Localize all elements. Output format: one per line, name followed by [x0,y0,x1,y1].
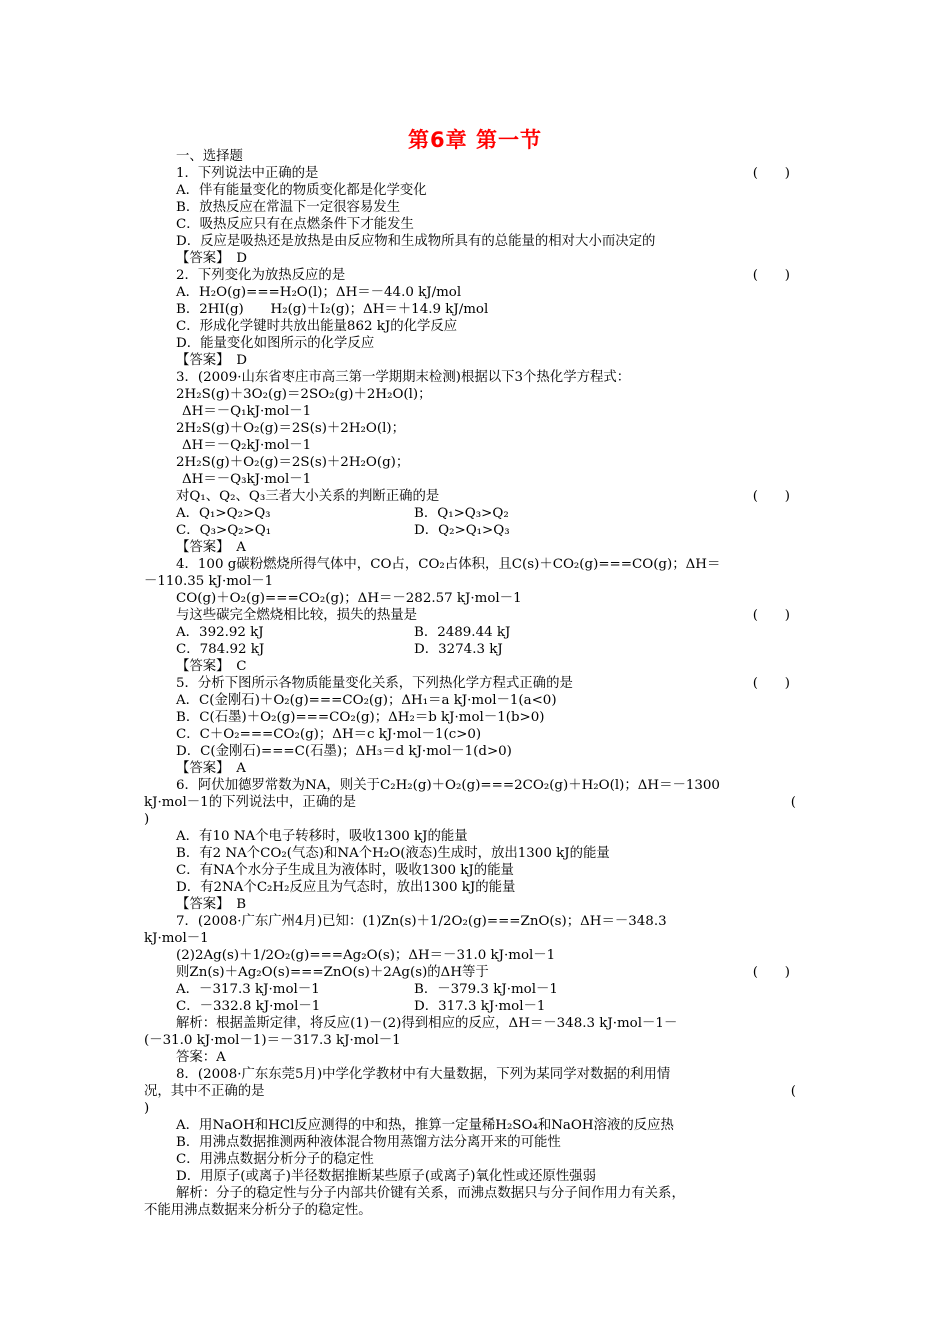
line-text: 5．分析下图所示各物质能量变化关系，下列热化学方程式正确的是 [176,676,573,691]
chapter-title: 第6章 第一节 [408,128,542,152]
line-text: B．放热反应在常温下一定很容易发生 [176,200,401,215]
text-line [144,556,806,573]
text-line [144,471,806,488]
text-line [144,505,806,522]
answer-blank: ( ) [752,608,790,623]
line-text: A．H₂O(g)===H₂O(l)；ΔH＝－44.0 kJ/mol [176,285,462,300]
answer-blank-open: ( [790,795,796,810]
line-text: (－31.0 kJ·mol－1)＝－317.3 kJ·mol－1 [144,1033,401,1048]
text-line [144,437,806,454]
line-text: ) [144,1101,150,1116]
text-line [144,403,806,420]
line-text: A．有10 NA个电子转移时，吸收1300 kJ的能量 [176,829,468,844]
line-text: 对Q₁、Q₂、Q₃三者大小关系的判断正确的是 [176,489,440,504]
text-line [144,182,806,199]
document-body [144,148,806,1219]
text-line [144,624,806,641]
line-text: 7．(2008·广东广州4月)已知：(1)Zn(s)＋1/2O₂(g)===ZnO(s)；ΔH＝－348.3 [176,914,667,929]
line-text: kJ·mol－1的下列说法中，正确的是 [144,795,356,810]
text-line [144,590,806,607]
text-line [144,1100,806,1117]
text-line [144,1185,806,1202]
line-text: B．2HI(g) H₂(g)＋I₂(g)；ΔH＝＋14.9 kJ/mol [176,302,489,317]
line-text: D．反应是吸热还是放热是由反应物和生成物所具有的总能量的相对大小而决定的 [176,234,656,249]
text-line [144,981,806,998]
text-line [144,913,806,930]
text-line [144,386,806,403]
text-line [144,998,806,1015]
line-text: 2．下列变化为放热反应的是 [176,268,346,283]
line-text: B．C(石墨)＋O₂(g)===CO₂(g)；ΔH₂＝b kJ·mol－1(b>0) [176,710,545,725]
text-line [144,488,806,505]
text-line [144,573,806,590]
text-line [144,658,806,675]
text-line [144,301,806,318]
line-text: B．用沸点数据推测两种液体混合物用蒸馏方法分离开来的可能性 [176,1135,561,1150]
line-text: 【答案】 B [176,897,247,912]
line-text: 2H₂S(g)＋O₂(g)＝2S(s)＋2H₂O(g)； [176,455,410,470]
text-line [144,964,806,981]
line-text: C．784.92 kJ [176,642,265,657]
line-text: D．有2NA个C₂H₂反应且为气态时，放出1300 kJ的能量 [176,880,516,895]
line-text: C．－332.8 kJ·mol－1 [176,999,321,1014]
text-line [144,216,806,233]
line-text: 2H₂S(g)＋O₂(g)＝2S(s)＋2H₂O(l)； [176,421,405,436]
line-text: 与这些碳完全燃烧相比较，损失的热量是 [176,608,418,623]
line-text: 则Zn(s)＋Ag₂O(s)===ZnO(s)＋2Ag(s)的ΔH等于 [176,965,489,980]
line-text: C．C＋O₂===CO₂(g)；ΔH＝c kJ·mol－1(c>0) [176,727,482,742]
text-line [144,1083,806,1100]
line-text: 解析：根据盖斯定律，将反应(1)－(2)得到相应的反应，ΔH＝－348.3 kJ·mol－1－ [176,1016,678,1031]
text-line [144,522,806,539]
line-text: CO(g)＋O₂(g)===CO₂(g)；ΔH＝－282.57 kJ·mol－1 [176,591,522,606]
answer-blank-open: ( [790,1084,796,1099]
text-line [144,352,806,369]
text-line [144,947,806,964]
line-text: A．－317.3 kJ·mol－1 [176,982,320,997]
line-text: C．形成化学键时共放出能量862 kJ的化学反应 [176,319,458,334]
text-line [144,794,806,811]
text-line [144,199,806,216]
line-text: 解析：分子的稳定性与分子内部共价键有关系，而沸点数据只与分子间作用力有关系， [176,1186,685,1201]
answer-blank: ( ) [752,268,790,283]
line-text: C．吸热反应只有在点燃条件下才能发生 [176,217,414,232]
line-text: 答案：A [176,1050,226,1065]
line-text: D．用原子(或离子)半径数据推断某些原子(或离子)氧化性或还原性强弱 [176,1169,596,1184]
line-text: C．有NA个水分子生成且为液体时，吸收1300 kJ的能量 [176,863,514,878]
line-text: A．Q₁>Q₂>Q₃ [176,506,271,521]
text-line [144,607,806,624]
line-text: 【答案】 D [176,353,247,368]
text-line [144,1134,806,1151]
line-text: 况，其中不正确的是 [144,1084,265,1099]
option-second-column: B．2489.44 kJ [414,625,511,640]
line-text: 【答案】 A [176,761,246,776]
answer-blank: ( ) [752,166,790,181]
line-text: 【答案】 D [176,251,247,266]
line-text: D．C(金刚石)===C(石墨)；ΔH₃＝d kJ·mol－1(d>0) [176,744,512,759]
text-line [144,709,806,726]
line-text: B．有2 NA个CO₂(气态)和NA个H₂O(液态)生成时，放出1300 kJ的能量 [176,846,610,861]
text-line [144,233,806,250]
line-text: C．Q₃>Q₂>Q₁ [176,523,272,538]
text-line [144,777,806,794]
line-text: 【答案】 C [176,659,247,674]
line-text: 6．阿伏加德罗常数为NA，则关于C₂H₂(g)＋O₂(g)===2CO₂(g)＋H₂O(l)；ΔH＝－1300 [176,778,720,793]
option-second-column: D．Q₂>Q₁>Q₃ [414,523,510,538]
option-second-column: D．3274.3 kJ [414,642,503,657]
text-line [144,267,806,284]
line-text: A．伴有能量变化的物质变化都是化学变化 [176,183,427,198]
line-text: 不能用沸点数据来分析分子的稳定性。 [144,1203,372,1218]
text-line [144,165,806,182]
text-line [144,1015,806,1032]
text-line [144,862,806,879]
text-line [144,369,806,386]
text-line [144,335,806,352]
line-text: A．C(金刚石)＋O₂(g)===CO₂(g)；ΔH₁＝a kJ·mol－1(a<0) [176,693,557,708]
line-text: A．392.92 kJ [176,625,264,640]
line-text: 1．下列说法中正确的是 [176,166,319,181]
text-line [144,1202,806,1219]
answer-blank: ( ) [752,489,790,504]
option-second-column: D．317.3 kJ·mol－1 [414,999,546,1014]
text-line [144,811,806,828]
line-text: kJ·mol－1 [144,931,209,946]
text-line [144,148,806,165]
line-text: 2H₂S(g)＋3O₂(g)＝2SO₂(g)＋2H₂O(l)； [176,387,432,402]
text-line [144,879,806,896]
text-line [144,318,806,335]
text-line [144,760,806,777]
option-second-column: B．－379.3 kJ·mol－1 [414,982,558,997]
answer-blank: ( ) [752,965,790,980]
line-text: C．用沸点数据分析分子的稳定性 [176,1152,374,1167]
line-text: －110.35 kJ·mol－1 [144,574,274,589]
line-text: ΔH＝－Q₂kJ·mol－1 [182,438,312,453]
line-text: 【答案】 A [176,540,246,555]
text-line [144,743,806,760]
line-text: 8．(2008·广东东莞5月)中学化学教材中有大量数据，下列为某同学对数据的利用情 [176,1067,671,1082]
text-line [144,845,806,862]
option-second-column: B．Q₁>Q₃>Q₂ [414,506,509,521]
text-line [144,675,806,692]
text-line [144,1117,806,1134]
text-line [144,539,806,556]
text-line [144,692,806,709]
text-line [144,1032,806,1049]
text-line [144,420,806,437]
text-line [144,284,806,301]
text-line [144,641,806,658]
line-text: (2)2Ag(s)＋1/2O₂(g)===Ag₂O(s)；ΔH＝－31.0 kJ·mol－1 [176,948,556,963]
text-line [144,454,806,471]
text-line [144,930,806,947]
line-text: 一、选择题 [176,149,243,164]
text-line [144,726,806,743]
text-line [144,896,806,913]
text-line [144,1049,806,1066]
answer-blank: ( ) [752,676,790,691]
text-line [144,250,806,267]
line-text: ΔH＝－Q₁kJ·mol－1 [182,404,312,419]
text-line [144,1151,806,1168]
line-text: 4．100 g碳粉燃烧所得气体中，CO占，CO₂占体积，且C(s)＋CO₂(g)===CO(g)；ΔH＝ [176,557,721,572]
text-line [144,1168,806,1185]
text-line [144,1066,806,1083]
line-text: 3．(2009·山东省枣庄市高三第一学期期末检测)根据以下3个热化学方程式： [176,370,631,385]
text-line [144,828,806,845]
line-text: D．能量变化如图所示的化学反应 [176,336,375,351]
line-text: A．用NaOH和HCl反应测得的中和热，推算一定量稀H₂SO₄和NaOH溶液的反应热 [176,1118,674,1133]
line-text: ΔH＝－Q₃kJ·mol－1 [182,472,312,487]
line-text: ) [144,812,150,827]
